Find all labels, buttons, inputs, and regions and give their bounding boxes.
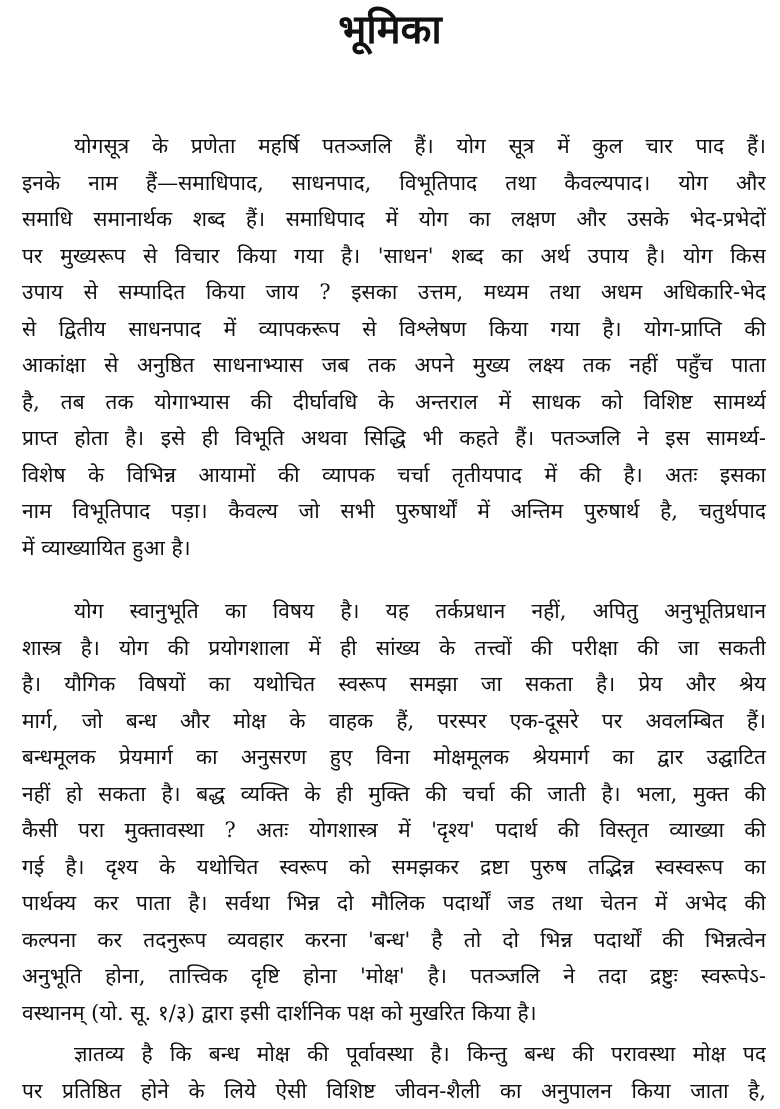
text-line: योगसूत्र के प्रणेता महर्षि पतञ्जलि हैं। योग सूत्र में कुल चार पाद हैं।	[22, 128, 766, 165]
text-line: समाधि समानार्थक शब्द हैं। समाधिपाद में योग का लक्षण और उसके भेद-प्रभेदों	[22, 201, 766, 238]
text-line: ज्ञातव्य है कि बन्ध मोक्ष की पूर्वावस्था है। किन्तु बन्ध की परावस्था मोक्ष पद	[22, 1036, 766, 1073]
text-line: है। यौगिक विषयों का यथोचित स्वरूप समझा जा सकता है। प्रेय और श्रेय	[22, 666, 766, 703]
text-line: आकांक्षा से अनुष्ठित साधनाभ्यास जब तक अपने मुख्य लक्ष्य तक नहीं पहुँच पाता	[22, 347, 766, 384]
paragraph-2	[22, 593, 766, 1031]
text-line: उपाय से सम्पादित किया जाय ? इसका उत्तम, मध्यम तथा अधम अधिकारि-भेद	[22, 274, 766, 311]
text-line: मार्ग, जो बन्ध और मोक्ष के वाहक हैं, परस्पर एक-दूसरे पर अवलम्बित हैं।	[22, 703, 766, 740]
text-line: इनके नाम हैं—समाधिपाद, साधनपाद, विभूतिपाद तथा कैवल्यपाद। योग और	[22, 165, 766, 202]
text-line: अनुभूति होना, तात्त्विक दृष्टि होना 'मोक्ष' है। पतञ्जलि ने तदा द्रष्टुः स्वरूपेऽ-	[22, 958, 766, 995]
paragraph-1	[22, 128, 766, 566]
page-title: भूमिका	[0, 2, 780, 58]
text-line: योग स्वानुभूति का विषय है। यह तर्कप्रधान नहीं, अपितु अनुभूतिप्रधान	[22, 593, 766, 630]
text-line: नहीं हो सकता है। बद्ध व्यक्ति के ही मुक्ति की चर्चा की जाती है। भला, मुक्त की	[22, 776, 766, 813]
text-line: नाम विभूतिपाद पड़ा। कैवल्य जो सभी पुरुषार्थों में अन्तिम पुरुषार्थ है, चतुर्थपाद	[22, 493, 766, 530]
text-line: गई है। दृश्य के यथोचित स्वरूप को समझकर द्रष्टा पुरुष तद्भिन्न स्वस्वरूप का	[22, 849, 766, 886]
text-line: में व्याख्यायित हुआ है।	[22, 530, 766, 567]
text-line: पर प्रतिष्ठित होने के लिये ऐसी विशिष्ट जीवन-शैली का अनुपालन किया जाता है,	[22, 1073, 766, 1109]
text-line: पार्थक्य कर पाता है। सर्वथा भिन्न दो मौलिक पदार्थों जड तथा चेतन में अभेद की	[22, 885, 766, 922]
text-line: शास्त्र है। योग की प्रयोगशाला में ही सांख्य के तत्त्वों की परीक्षा की जा सकती	[22, 630, 766, 667]
text-line: है, तब तक योगाभ्यास की दीर्घावधि के अन्तराल में साधक को विशिष्ट सामर्थ्य	[22, 384, 766, 421]
text-line: से द्वितीय साधनपाद में व्यापकरूप से विश्लेषण किया गया है। योग-प्राप्ति की	[22, 311, 766, 348]
text-line: कैसी परा मुक्तावस्था ? अतः योगशास्त्र में 'दृश्य' पदार्थ की विस्तृत व्याख्या की	[22, 812, 766, 849]
paragraph-3	[22, 1036, 766, 1109]
text-line: कल्पना कर तदनुरूप व्यवहार करना 'बन्ध' है तो दो भिन्न पदार्थों की भिन्नत्वेन	[22, 922, 766, 959]
text-line: विशेष के विभिन्न आयामों की व्यापक चर्चा तृतीयपाद में की है। अतः इसका	[22, 457, 766, 494]
text-line: प्राप्त होता है। इसे ही विभूति अथवा सिद्धि भी कहते हैं। पतञ्जलि ने इस सामर्थ्य-	[22, 420, 766, 457]
text-line: वस्थानम् (यो. सू. १/३) द्वारा इसी दार्शनिक पक्ष को मुखरित किया है।	[22, 995, 766, 1032]
text-line: पर मुख्यरूप से विचार किया गया है। 'साधन' शब्द का अर्थ उपाय है। योग किस	[22, 238, 766, 275]
text-line: बन्धमूलक प्रेयमार्ग का अनुसरण हुए विना मोक्षमूलक श्रेयमार्ग का द्वार उद्घाटित	[22, 739, 766, 776]
